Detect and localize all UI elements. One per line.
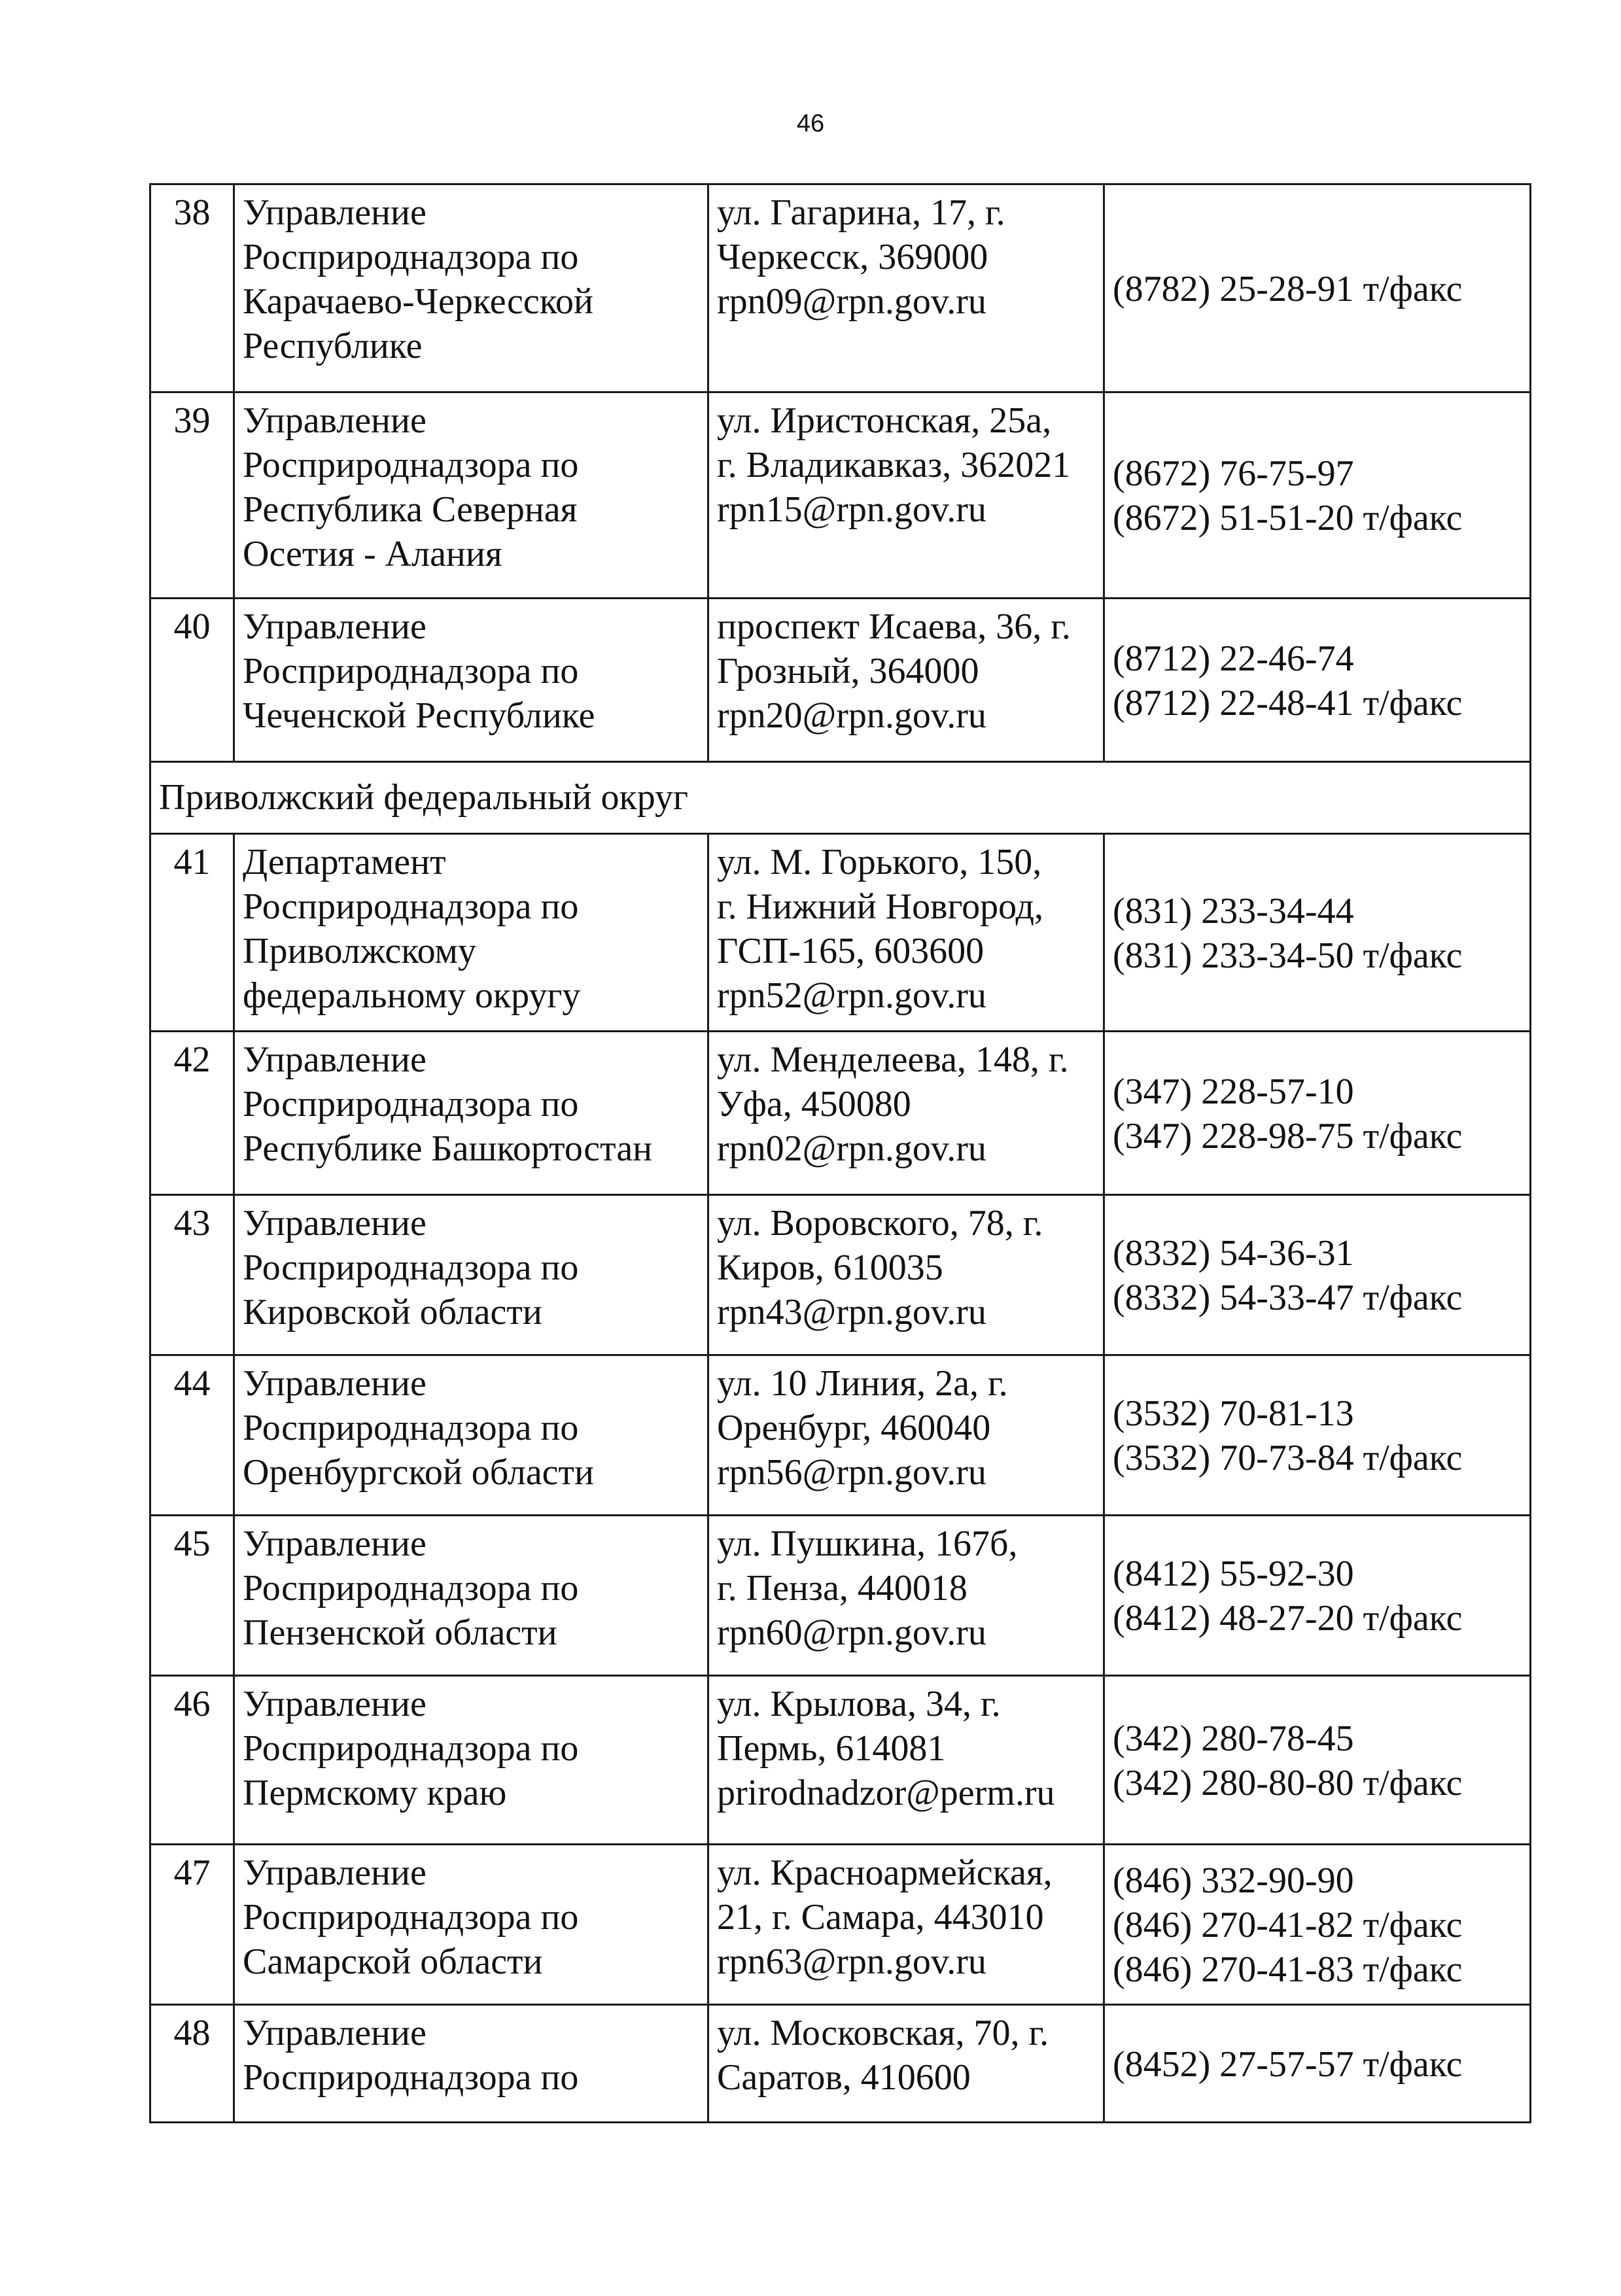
organization-name: Управление Росприроднадзора по Кировской области <box>234 1195 708 1355</box>
row-number: 45 <box>150 1516 234 1676</box>
organization-name: Управление Росприроднадзора по <box>234 2005 708 2123</box>
table-row <box>150 1676 1531 1845</box>
organization-address: ул. Гагарина, 17, г. Черкесск, 369000 rpn09@rpn.gov.ru <box>708 184 1104 392</box>
row-number: 39 <box>150 392 234 599</box>
table-row <box>150 392 1531 599</box>
organization-name: Управление Росприроднадзора по Самарской области <box>234 1845 708 2005</box>
organization-name: Управление Росприроднадзора по Пермскому краю <box>234 1676 708 1845</box>
organization-phone: (342) 280-78-45 (342) 280-80-80 т/факс <box>1104 1676 1531 1845</box>
row-number: 43 <box>150 1195 234 1355</box>
table-row <box>150 834 1531 1032</box>
row-number: 40 <box>150 599 234 762</box>
table-row <box>150 1195 1531 1355</box>
organization-phone: (8672) 76-75-97 (8672) 51-51-20 т/факс <box>1104 392 1531 599</box>
organization-name: Управление Росприроднадзора по Карачаево-Черкесской Республике <box>234 184 708 392</box>
organizations-table <box>149 183 1531 2123</box>
table-row <box>150 1355 1531 1516</box>
organization-address: ул. Московская, 70, г. Саратов, 410600 <box>708 2005 1104 2123</box>
row-number: 44 <box>150 1355 234 1516</box>
organization-phone: (8782) 25-28-91 т/факс <box>1104 184 1531 392</box>
organization-name: Управление Росприроднадзора по Республике Башкортостан <box>234 1032 708 1195</box>
organization-name: Управление Росприроднадзора по Оренбургской области <box>234 1355 708 1516</box>
table-row <box>150 599 1531 762</box>
organization-address: ул. Крылова, 34, г. Пермь, 614081 prirodnadzor@perm.ru <box>708 1676 1104 1845</box>
organization-address: ул. Красноармейская, 21, г. Самара, 443010 rpn63@rpn.gov.ru <box>708 1845 1104 2005</box>
table-row <box>150 1516 1531 1676</box>
organization-name: Управление Росприроднадзора по Пензенской области <box>234 1516 708 1676</box>
organization-phone: (3532) 70-81-13 (3532) 70-73-84 т/факс <box>1104 1355 1531 1516</box>
row-number: 47 <box>150 1845 234 2005</box>
organization-phone: (8452) 27-57-57 т/факс <box>1104 2005 1531 2123</box>
organization-address: ул. 10 Линия, 2а, г. Оренбург, 460040 rpn56@rpn.gov.ru <box>708 1355 1104 1516</box>
organization-address: ул. Иристонская, 25а, г. Владикавказ, 362021 rpn15@rpn.gov.ru <box>708 392 1104 599</box>
organization-address: ул. Пушкина, 167б, г. Пенза, 440018 rpn60@rpn.gov.ru <box>708 1516 1104 1676</box>
organization-phone: (8412) 55-92-30 (8412) 48-27-20 т/факс <box>1104 1516 1531 1676</box>
organization-phone: (8332) 54-36-31 (8332) 54-33-47 т/факс <box>1104 1195 1531 1355</box>
organization-phone: (8712) 22-46-74 (8712) 22-48-41 т/факс <box>1104 599 1531 762</box>
row-number: 41 <box>150 834 234 1032</box>
row-number: 46 <box>150 1676 234 1845</box>
table-row <box>150 2005 1531 2123</box>
organization-address: ул. Воровского, 78, г. Киров, 610035 rpn43@rpn.gov.ru <box>708 1195 1104 1355</box>
table-row <box>150 1032 1531 1195</box>
organization-address: проспект Исаева, 36, г. Грозный, 364000 rpn20@rpn.gov.ru <box>708 599 1104 762</box>
table-row <box>150 1845 1531 2005</box>
organization-address: ул. М. Горького, 150, г. Нижний Новгород, ГСП-165, 603600 rpn52@rpn.gov.ru <box>708 834 1104 1032</box>
table-row <box>150 184 1531 392</box>
section-title: Приволжский федеральный округ <box>150 762 1531 834</box>
page-number: 46 <box>796 110 825 137</box>
row-number: 38 <box>150 184 234 392</box>
row-number: 48 <box>150 2005 234 2123</box>
organization-address: ул. Менделеева, 148, г. Уфа, 450080 rpn02@rpn.gov.ru <box>708 1032 1104 1195</box>
organization-name: Управление Росприроднадзора по Чеченской Республике <box>234 599 708 762</box>
organization-name: Управление Росприроднадзора по Республика Северная Осетия - Алания <box>234 392 708 599</box>
section-header-row <box>150 762 1531 834</box>
organization-phone: (831) 233-34-44 (831) 233-34-50 т/факс <box>1104 834 1531 1032</box>
row-number: 42 <box>150 1032 234 1195</box>
organization-phone: (846) 332-90-90 (846) 270-41-82 т/факс (846) 270-41-83 т/факс <box>1104 1845 1531 2005</box>
organization-name: Департамент Росприроднадзора по Приволжскому федеральному округу <box>234 834 708 1032</box>
organization-phone: (347) 228-57-10 (347) 228-98-75 т/факс <box>1104 1032 1531 1195</box>
